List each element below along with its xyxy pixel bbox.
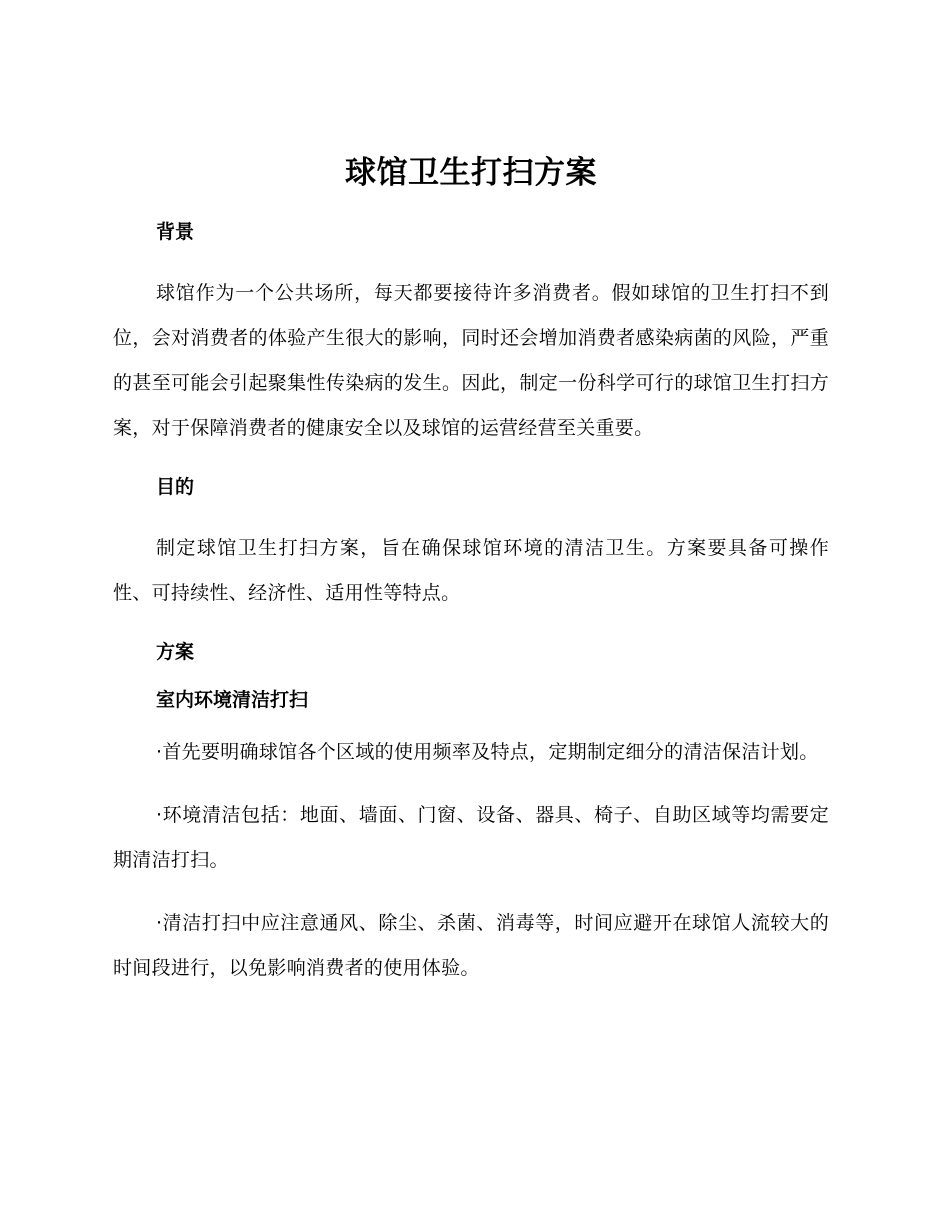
bullet-text: 环境清洁包括：地面、墙面、门窗、设备、器具、椅子、自助区域等均需要定期清洁打扫。 <box>113 804 829 871</box>
bullet-dot-icon: · <box>156 912 163 934</box>
bullet-item <box>113 730 829 775</box>
bullet-dot-icon: · <box>156 741 163 763</box>
purpose-paragraph: 制定球馆卫生打扫方案，旨在确保球馆环境的清洁卫生。方案要具备可操作性、可持续性、经济性、适用性等特点。 <box>113 537 829 604</box>
bullet-item <box>113 901 829 991</box>
document-title: 球馆卫生打扫方案 <box>345 155 597 191</box>
bullet-item <box>113 793 829 883</box>
section-heading-purpose: 目的 <box>156 476 195 498</box>
background-paragraph: 球馆作为一个公共场所，每天都要接待许多消费者。假如球馆的卫生打扫不到位，会对消费者的体验产生很大的影响，同时还会增加消费者感染病菌的风险，严重的甚至可能会引起聚集性传染病的发生。因此，制定一份科学可行的球馆卫生打扫方案，对于保障消费者的健康安全以及球馆的运营经营至关重要。 <box>113 282 829 439</box>
bullet-text: 清洁打扫中应注意通风、除尘、杀菌、消毒等，时间应避开在球馆人流较大的时间段进行，以免影响消费者的使用体验。 <box>113 912 829 979</box>
section-heading-plan: 方案 <box>156 641 195 663</box>
bullet-text: 首先要明确球馆各个区域的使用频率及特点，定期制定细分的清洁保洁计划。 <box>162 741 819 763</box>
subsection-heading-indoor-cleaning: 室内环境清洁打扫 <box>156 689 309 711</box>
bullet-dot-icon: · <box>156 804 163 826</box>
section-heading-background: 背景 <box>156 221 195 243</box>
